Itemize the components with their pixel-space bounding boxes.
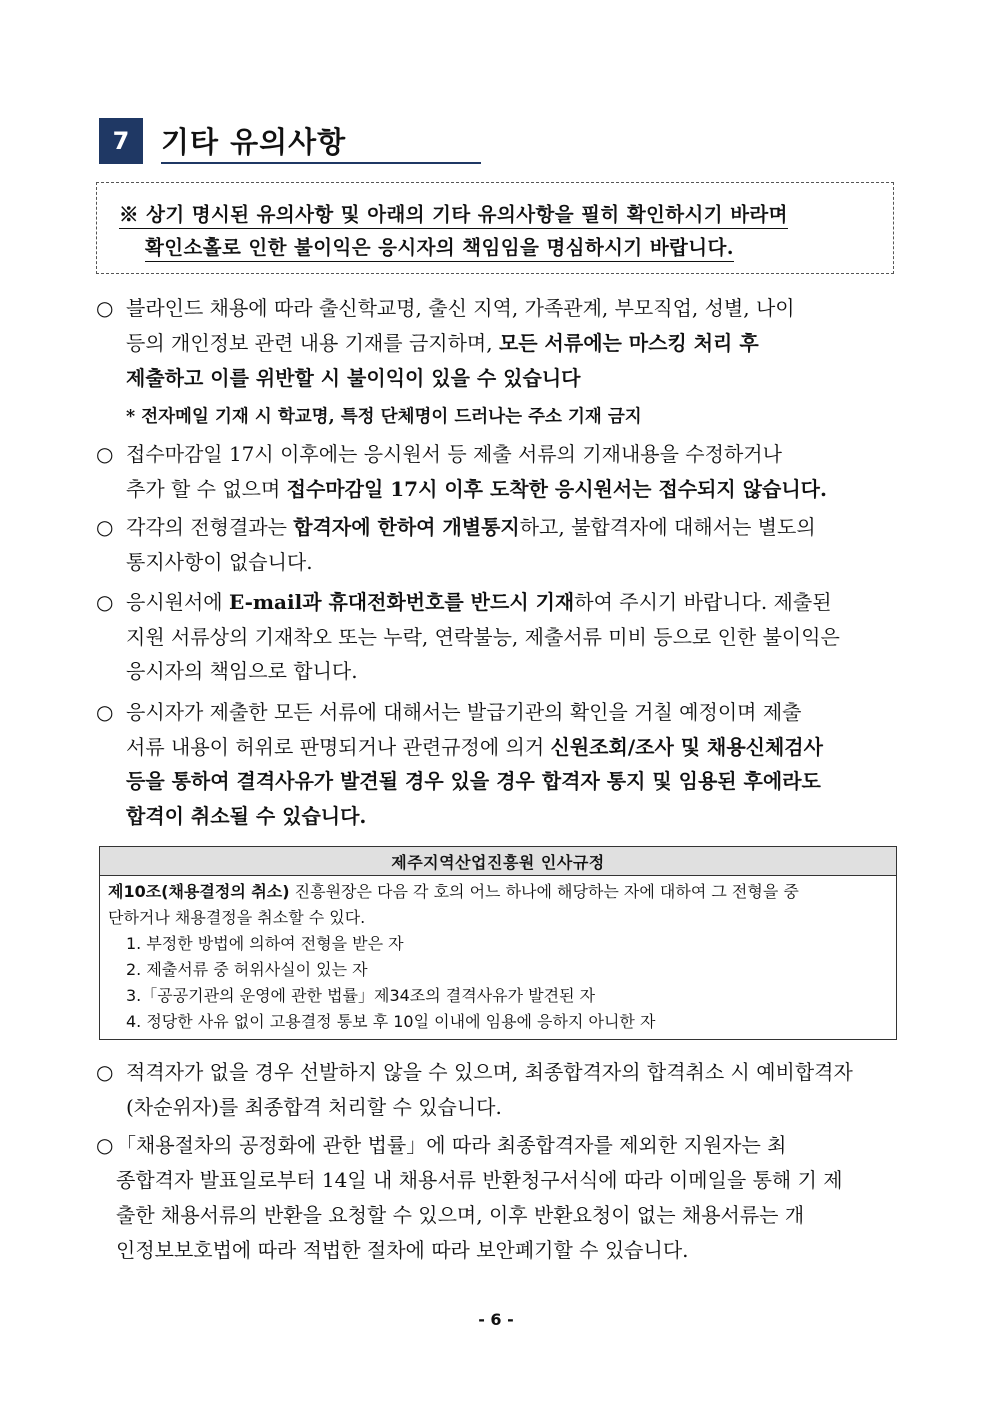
bullet-circle-icon: ○ — [96, 515, 114, 539]
list-item-line: 등을 통하여 결격사유가 발견될 경우 있을 경우 합격자 통지 및 임용된 후에라도 — [126, 769, 821, 793]
bullet-circle-icon: ○ — [96, 1060, 114, 1084]
list-item: ○ 블라인드 채용에 따라 출신학교명, 출신 지역, 가족관계, 부모직업, 성별, 나이 — [96, 296, 795, 320]
regulation-clause: 1. 부정한 방법에 의하여 전형을 받은 자 — [126, 934, 404, 953]
list-item-line: 응시자의 책임으로 합니다. — [126, 659, 358, 683]
section-number: 7 — [99, 118, 143, 164]
list-item: ○ 응시원서에 E-mail과 휴대전화번호를 반드시 기재하여 주시기 바랍니다. 제출된 — [96, 590, 832, 614]
regulation-text: 단하거나 채용결정을 취소할 수 있다. — [108, 908, 366, 927]
notice-line-1: ※ 상기 명시된 유의사항 및 아래의 기타 유의사항을 필히 확인하시기 바라며 — [119, 203, 788, 229]
bullet-circle-icon: ○ — [96, 590, 114, 614]
list-item: ○ 응시자가 제출한 모든 서류에 대해서는 발급기관의 확인을 거칠 예정이며 제출 — [96, 700, 802, 724]
list-item: ○ 접수마감일 17시 이후에는 응시원서 등 제출 서류의 기재내용을 수정하거나 — [96, 442, 782, 466]
regulation-clause: 4. 정당한 사유 없이 고용결정 통보 후 10일 이내에 임용에 응하지 아니한 자 — [126, 1012, 656, 1031]
bullet-circle-icon: ○ — [96, 442, 114, 466]
list-item-note: * 전자메일 기재 시 학교명, 특정 단체명이 드러나는 주소 기재 금지 — [126, 407, 642, 427]
regulation-clause: 3.「공공기관의 운영에 관한 법률」제34조의 결격사유가 발견된 자 — [126, 986, 596, 1005]
list-item-line: 종합격자 발표일로부터 14일 내 채용서류 반환청구서식에 따라 이메일을 통해 기 제 — [116, 1168, 843, 1192]
list-item-line: 출한 채용서류의 반환을 요청할 수 있으며, 이후 반환요청이 없는 채용서류는 개 — [116, 1203, 805, 1227]
page-number: - 6 - — [478, 1310, 514, 1329]
section-title: 기타 유의사항 — [161, 125, 347, 159]
bullet-circle-icon: ○ — [96, 296, 114, 320]
list-item-line: 서류 내용이 허위로 판명되거나 관련규정에 의거 신원조회/조사 및 채용신체검사 — [126, 735, 823, 759]
list-item-line: 합격이 취소될 수 있습니다. — [126, 804, 367, 828]
list-item: ○ 적격자가 없을 경우 선발하지 않을 수 있으며, 최종합격자의 합격취소 시 예비합격자 — [96, 1060, 853, 1084]
notice-box — [96, 182, 894, 274]
list-item: ○ 「채용절차의 공정화에 관한 법률」에 따라 최종합격자를 제외한 지원자는 최 — [96, 1133, 787, 1157]
list-item-line: (차순위자)를 최종합격 처리할 수 있습니다. — [126, 1095, 502, 1119]
section-underline — [161, 162, 481, 164]
regulation-article: 제10조(채용결정의 취소) 진흥원장은 다음 각 호의 어느 하나에 해당하는 자에 대하여 그 전형을 중 — [108, 882, 799, 901]
list-item-line: 인정보보호법에 따라 적법한 절차에 따라 보안폐기할 수 있습니다. — [116, 1238, 689, 1262]
bullet-circle-icon: ○ — [96, 700, 114, 724]
list-item-line: 등의 개인정보 관련 내용 기재를 금지하며, 모든 서류에는 마스킹 처리 후 — [126, 331, 759, 355]
list-item: ○ 각각의 전형결과는 합격자에 한하여 개별통지하고, 불합격자에 대해서는 별도의 — [96, 515, 816, 539]
list-item-line: 추가 할 수 없으며 접수마감일 17시 이후 도착한 응시원서는 접수되지 않습니다. — [126, 477, 827, 501]
regulation-clause: 2. 제출서류 중 허위사실이 있는 자 — [126, 960, 368, 979]
section-heading — [99, 118, 481, 166]
regulation-header: 제주지역산업진흥원 인사규정 — [100, 847, 896, 876]
notice-line-2: 확인소홀로 인한 불이익은 응시자의 책임임을 명심하시기 바랍니다. — [145, 236, 734, 262]
list-item-line: 지원 서류상의 기재착오 또는 누락, 연락불능, 제출서류 미비 등으로 인한 불이익은 — [126, 625, 840, 649]
regulation-table — [99, 846, 897, 1040]
bullet-circle-icon: ○ — [96, 1133, 114, 1157]
list-item-line: 통지사항이 없습니다. — [126, 550, 313, 574]
list-item-line: 제출하고 이를 위반할 시 불이익이 있을 수 있습니다 — [126, 366, 581, 390]
